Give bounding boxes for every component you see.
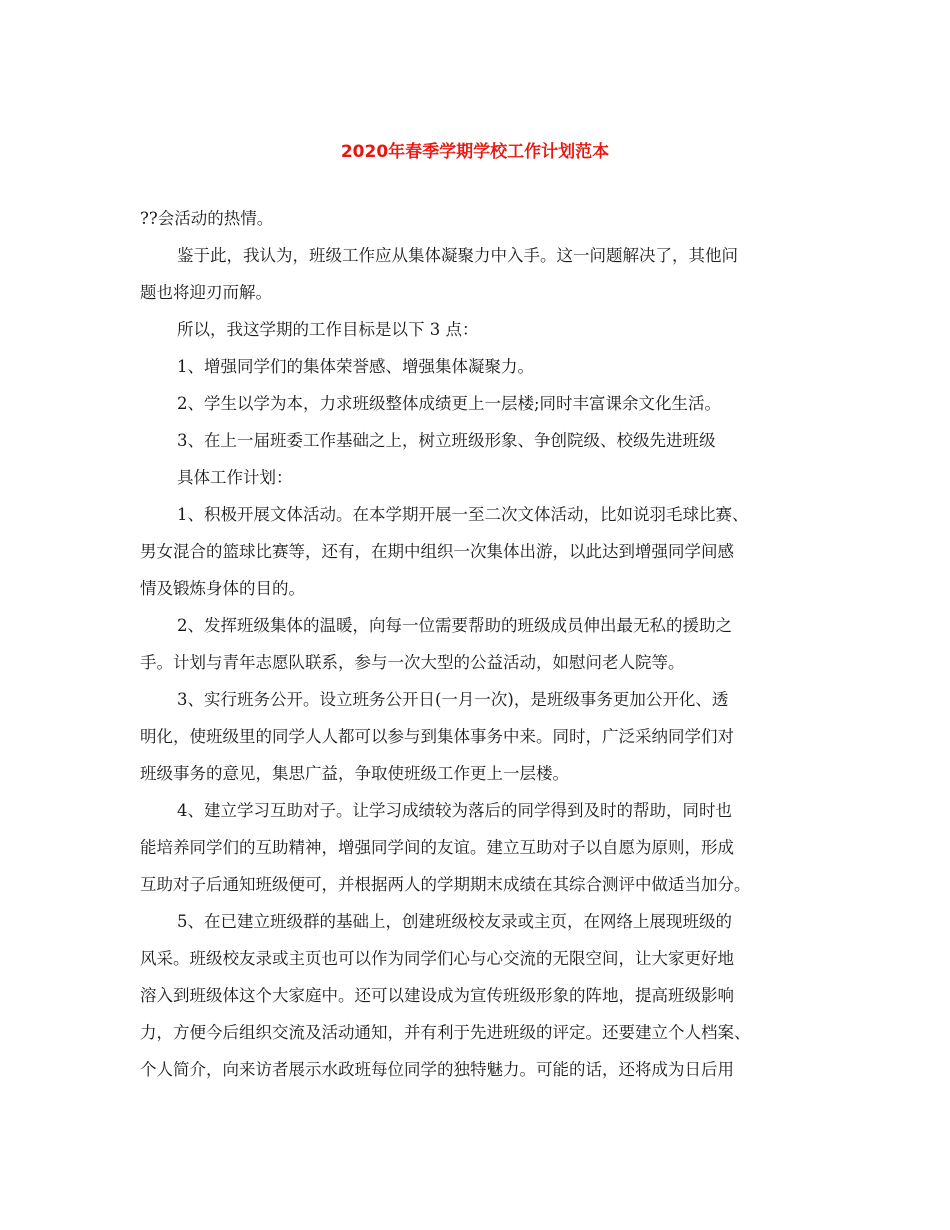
paragraph-line: 所以，我这学期的工作目标是以下 3 点：: [177, 320, 479, 339]
paragraph-line: 能培养同学们的互助精神，增强同学间的友谊。建立互助对子以自愿为原则，形成: [140, 838, 734, 857]
paragraph-line: 风采。班级校友录或主页也可以作为同学们心与心交流的无限空间，让大家更好地: [140, 949, 734, 968]
paragraph-line: 1、增强同学们的集体荣誉感、增强集体凝聚力。: [177, 357, 534, 376]
paragraph-line: 4、建立学习互助对子。让学习成绩较为落后的同学得到及时的帮助，同时也: [177, 801, 732, 820]
document-title: 2020年春季学期学校工作计划范本: [340, 142, 610, 162]
paragraph-line: 1、积极开展文体活动。在本学期开展一至二次文体活动，比如说羽毛球比赛、: [177, 505, 749, 524]
paragraph-line: 题也将迎刃而解。: [140, 283, 272, 302]
paragraph-line: 溶入到班级体这个大家庭中。还可以建设成为宣传班级形象的阵地，提高班级影响: [140, 986, 734, 1005]
paragraph-line: 情及锻炼身体的目的。: [140, 579, 305, 598]
paragraph-line: 个人简介，向来访者展示水政班每位同学的独特魅力。可能的话，还将成为日后用: [140, 1060, 734, 1079]
paragraph-line: 3、在上一届班委工作基础之上，树立班级形象、争创院级、校级先进班级: [177, 431, 716, 450]
paragraph-line: 班级事务的意见，集思广益，争取使班级工作更上一层楼。: [140, 764, 569, 783]
paragraph-line: 鉴于此，我认为，班级工作应从集体凝聚力中入手。这一问题解决了，其他问: [177, 246, 738, 265]
paragraph-line: ??会活动的热情。: [140, 209, 274, 228]
paragraph-line: 互助对子后通知班级便可，并根据两人的学期期末成绩在其综合测评中做适当加分。: [140, 875, 751, 894]
paragraph-line: 3、实行班务公开。设立班务公开日(一月一次)，是班级事务更加公开化、透: [177, 690, 729, 709]
paragraph-line: 2、发挥班级集体的温暖，向每一位需要帮助的班级成员伸出最无私的援助之: [177, 616, 732, 635]
paragraph-line: 手。计划与青年志愿队联系，参与一次大型的公益活动，如慰问老人院等。: [140, 653, 685, 672]
paragraph-line: 5、在已建立班级群的基础上，创建班级校友录或主页，在网络上展现班级的: [177, 912, 732, 931]
paragraph-line: 明化，使班级里的同学人人都可以参与到集体事务中来。同时，广泛采纳同学们对: [140, 727, 734, 746]
paragraph-line: 力，方便今后组织交流及活动通知，并有利于先进班级的评定。还要建立个人档案、: [140, 1023, 751, 1042]
paragraph-line: 2、学生以学为本，力求班级整体成绩更上一层楼;同时丰富课余文化生活。: [177, 394, 722, 413]
paragraph-line: 男女混合的篮球比赛等，还有，在期中组织一次集体出游，以此达到增强同学间感: [140, 542, 734, 561]
paragraph-line: 具体工作计划：: [177, 468, 293, 487]
